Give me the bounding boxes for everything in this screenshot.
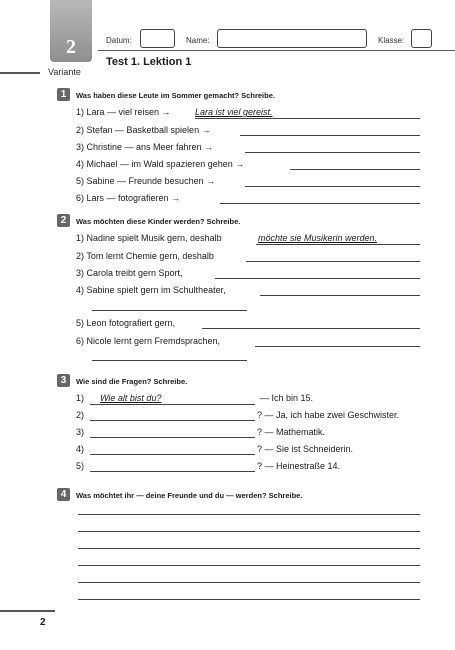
s4-writing-line-3[interactable]	[78, 548, 420, 549]
s3-item-4-num: 4)	[76, 444, 85, 454]
s3-item-4-response: ? — Sie ist Schneiderin.	[257, 444, 354, 454]
s1-item-2-line[interactable]	[240, 135, 420, 136]
page-number: 2	[40, 617, 46, 628]
s3-item-2-line[interactable]	[90, 420, 255, 421]
datum-label: Datum:	[106, 36, 132, 45]
section-2-title: Was möchten diese Kinder werden? Schreibe.	[76, 217, 241, 226]
section-4-title: Was möchtet ihr — deine Freunde und du — werden? Schreibe.	[76, 491, 303, 500]
s1-item-3-line[interactable]	[245, 152, 420, 153]
s2-item-3-prompt: 3) Carola treibt gern Sport,	[76, 268, 183, 278]
s3-item-5-line[interactable]	[90, 471, 255, 472]
s4-writing-line-5[interactable]	[78, 582, 420, 583]
s1-item-2-prompt: 2) Stefan — Basketball spielen →	[76, 125, 211, 135]
name-label: Name:	[186, 36, 210, 45]
page-title: Test 1. Lektion 1	[106, 56, 192, 68]
s3-item-1-response: — Ich bin 15.	[260, 393, 314, 403]
s1-item-4-line[interactable]	[290, 169, 420, 170]
s4-writing-line-6[interactable]	[78, 599, 420, 600]
s3-item-4-line[interactable]	[90, 454, 255, 455]
section-3-number: 3	[57, 374, 70, 387]
s2-item-4-prompt: 4) Sabine spielt gern im Schultheater,	[76, 285, 226, 295]
s1-item-5-line[interactable]	[245, 186, 420, 187]
s2-item-5-prompt: 5) Leon fotografiert gern,	[76, 318, 176, 328]
s3-item-5-response: ? — Heinestraße 14.	[257, 461, 341, 471]
s2-item-6-line[interactable]	[255, 346, 420, 347]
klasse-field[interactable]	[411, 29, 432, 48]
name-field[interactable]	[217, 29, 367, 48]
s4-writing-line-2[interactable]	[78, 531, 420, 532]
s2-item-4-line-2[interactable]	[92, 310, 247, 311]
s2-item-2-prompt: 2) Tom lernt Chemie gern, deshalb	[76, 251, 214, 261]
section-2-number: 2	[57, 214, 70, 227]
s3-item-2-response: ? — Ja, ich habe zwei Geschwister.	[257, 410, 400, 420]
s3-item-3-response: ? — Mathematik.	[257, 427, 326, 437]
section-4-number: 4	[57, 488, 70, 501]
s2-item-5-line[interactable]	[202, 328, 420, 329]
s1-item-1-line	[195, 118, 420, 119]
s3-item-5-num: 5)	[76, 461, 85, 471]
s2-item-1-prompt: 1) Nadine spielt Musik gern, deshalb	[76, 233, 222, 243]
s2-item-1-answer: möchte sie Musikerin werden.	[258, 233, 378, 243]
section-1-number: 1	[57, 88, 70, 101]
s1-item-4-prompt: 4) Michael — im Wald spazieren gehen →	[76, 159, 245, 169]
s1-item-1-answer: Lara ist viel gereist.	[195, 107, 273, 117]
s2-item-6-prompt: 6) Nicole lernt gern Fremdsprachen,	[76, 336, 221, 346]
s4-writing-line-4[interactable]	[78, 565, 420, 566]
section-3-title: Wie sind die Fragen? Schreibe.	[76, 377, 188, 386]
s1-item-6-line[interactable]	[220, 203, 420, 204]
header-divider	[98, 50, 455, 51]
s1-item-6-prompt: 6) Lars — fotografieren →	[76, 193, 181, 203]
s1-item-5-prompt: 5) Sabine — Freunde besuchen →	[76, 176, 216, 186]
section-1-title: Was haben diese Leute im Sommer gemacht? Schreibe.	[76, 91, 275, 100]
s3-item-2-num: 2)	[76, 410, 85, 420]
s3-item-1-answer: Wie alt bist du?	[100, 393, 162, 403]
s2-item-1-line	[256, 244, 420, 245]
footer-divider	[0, 610, 55, 612]
s3-item-1-line	[90, 404, 255, 405]
s3-item-3-num: 3)	[76, 427, 85, 437]
s1-item-3-prompt: 3) Christine — ans Meer fahren →	[76, 142, 214, 152]
s4-writing-line-1[interactable]	[78, 514, 420, 515]
s2-item-6-line-2[interactable]	[92, 360, 247, 361]
s3-item-1-num: 1)	[76, 393, 85, 403]
s2-item-3-line[interactable]	[215, 278, 420, 279]
header-divider-left	[0, 72, 40, 74]
s1-item-1-prompt: 1) Lara — viel reisen →	[76, 107, 171, 117]
s3-item-3-line[interactable]	[90, 437, 255, 438]
s2-item-4-line[interactable]	[260, 295, 420, 296]
s2-item-2-line[interactable]	[246, 261, 420, 262]
variant-number: 2	[66, 36, 76, 58]
variant-label: Variante	[48, 67, 81, 77]
klasse-label: Klasse:	[378, 36, 405, 45]
datum-field[interactable]	[140, 29, 175, 48]
